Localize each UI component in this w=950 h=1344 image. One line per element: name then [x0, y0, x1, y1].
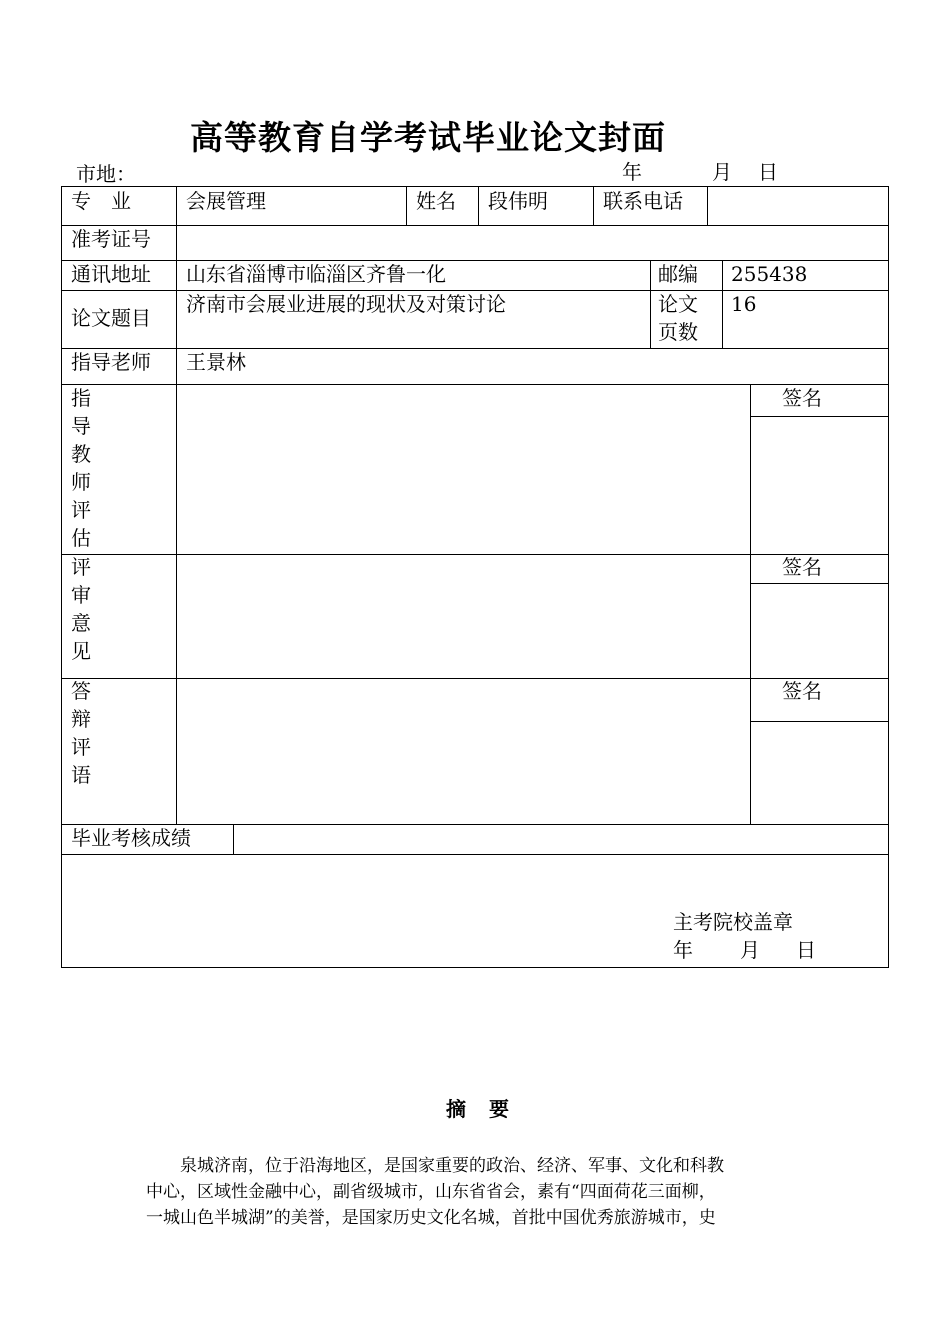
- postcode-label: 邮编: [658, 262, 698, 286]
- grade-label: 毕业考核成绩: [71, 826, 191, 850]
- abstract-line-1: 泉城济南，位于沿海地区，是国家重要的政治、经济、军事、文化和科教: [180, 1156, 724, 1176]
- city-label: 市地：: [76, 162, 136, 186]
- seal-month: 月: [740, 938, 760, 962]
- postcode-value: 255438: [731, 262, 808, 286]
- topic-label: 论文题目: [71, 306, 151, 330]
- advisor-label: 指导老师: [71, 350, 151, 374]
- seal-label: 主考院校盖章: [673, 910, 793, 934]
- pages-label-line2: 页数: [658, 320, 698, 344]
- address-value: 山东省淄博市临淄区齐鲁一化: [186, 262, 446, 286]
- review-opinion-label: 评 审 意 见: [71, 555, 91, 663]
- phone-label: 联系电话: [603, 189, 683, 213]
- topic-value: 济南市会展业进展的现状及对策讨论: [186, 292, 506, 316]
- name-value: 段伟明: [488, 189, 548, 213]
- advisor-eval-label: 指 导 教 师 评 估: [71, 386, 91, 550]
- cover-title: 高等教育自学考试毕业论文封面: [190, 118, 666, 157]
- seal-day: 日: [796, 938, 816, 962]
- pages-label-line1: 论文: [658, 292, 698, 316]
- date-month: 月: [712, 160, 732, 184]
- exam-id-label: 准考证号: [71, 227, 151, 251]
- seal-year: 年: [673, 938, 693, 962]
- major-label: 专 业: [71, 189, 131, 213]
- pages-value: 16: [731, 292, 757, 316]
- defense-comment-label: 答 辩 评 语: [71, 679, 91, 787]
- address-label: 通讯地址: [71, 262, 151, 286]
- abstract-paragraph: [146, 1153, 806, 1231]
- abstract-line-2: 中心，区域性金融中心，副省级城市，山东省省会，素有“四面荷花三面柳，: [146, 1182, 716, 1202]
- abstract-heading: 摘 要: [446, 1097, 517, 1121]
- defense-sign-label: 签名: [782, 679, 822, 703]
- abstract-line-3: 一城山色半城湖”的美誉，是国家历史文化名城，首批中国优秀旅游城市，史: [146, 1208, 716, 1228]
- major-value: 会展管理: [186, 189, 266, 213]
- advisor-sign-label: 签名: [782, 386, 822, 410]
- date-year: 年: [622, 160, 642, 184]
- advisor-value: 王景林: [186, 350, 246, 374]
- review-sign-label: 签名: [782, 555, 822, 579]
- name-label: 姓名: [416, 189, 456, 213]
- date-day: 日: [758, 160, 778, 184]
